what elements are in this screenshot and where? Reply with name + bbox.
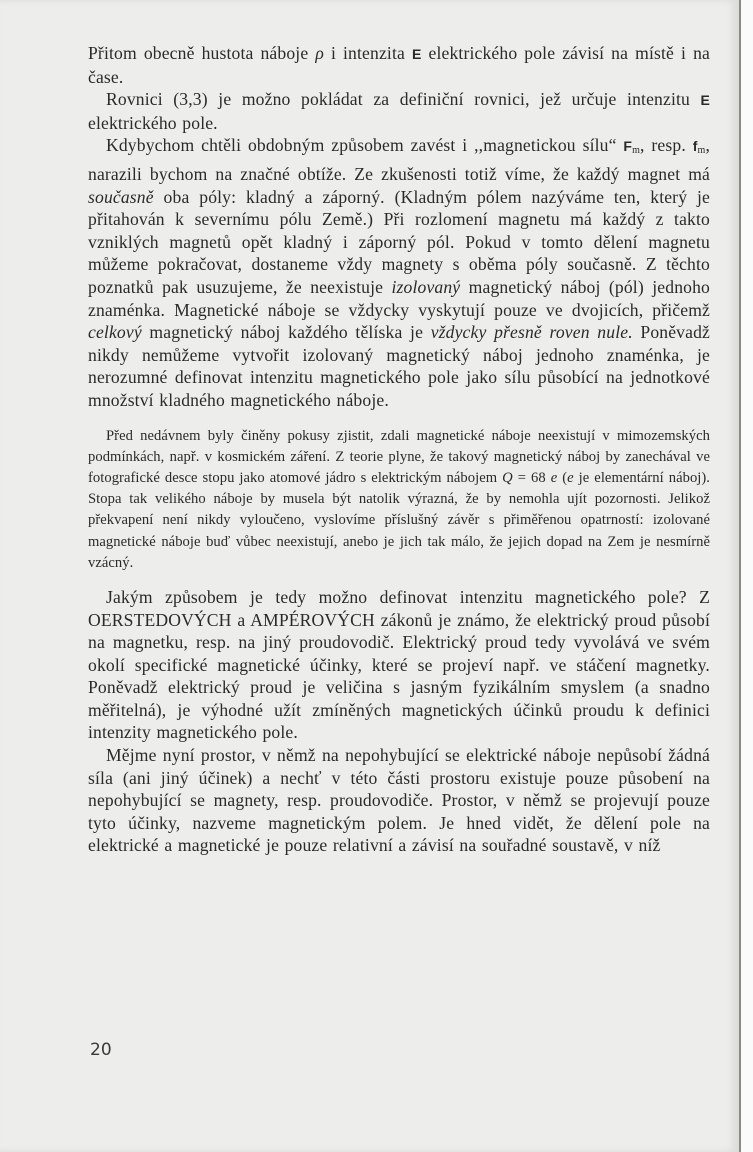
text-run: elektrického pole závisí na místě i na čase. bbox=[88, 43, 710, 87]
text-run: Před nedávnem byly činěny pokusy zjistit, zdali magnetické náboje neexistují v mimozemských podmínkách, např. v kosmickém záření. Z teorie plyne, že takový magnetický náboj by zanechával ve fotografické desce stopu jako atomové jádro s elektrickým nábojem bbox=[88, 427, 710, 486]
small-print-note bbox=[88, 426, 710, 574]
italic-text: ρ bbox=[315, 43, 324, 63]
scan-margin bbox=[741, 0, 753, 1152]
text-run: , narazili bychom na značné obtíže. Ze zkušenosti totiž víme, že každý magnet má bbox=[88, 135, 710, 184]
italic-text: e bbox=[550, 469, 558, 486]
text-run: Mějme nyní prostor, v němž na nepohybující se elektrické náboje nepůsobí žádná síla (ani jiný účinek) a nechť v této části prostoru existuje pouze působení na nepohybující se magnety, resp. proudovodiče. Prostor, v němž se projevují pouze tyto účinky, nazveme magnetickým polem. Je hned vidět, že dělení pole na elektrické a magnetické je pouze relativní a závisí na souřadné soustavě, v níž bbox=[88, 745, 710, 856]
italic-text: e bbox=[567, 469, 574, 486]
text-run: ( bbox=[557, 469, 568, 486]
text-run: = 68 bbox=[512, 469, 551, 486]
math-subscript: m bbox=[697, 145, 706, 157]
text-run: i intenzita bbox=[323, 43, 412, 63]
paragraph bbox=[88, 88, 710, 134]
italic-text: celkový bbox=[88, 322, 142, 343]
math-symbol: E bbox=[700, 92, 710, 109]
text-run: , resp. bbox=[640, 135, 693, 156]
math-symbol: F bbox=[623, 138, 633, 155]
text-run: magnetický náboj každého tělíska je bbox=[141, 322, 431, 343]
text-run: Poněvadž nikdy nemůžeme vytvořit izolovaný magnetický náboj jednoho znaménka, je nerozumné definovat intenzitu magnetického pole jako sílu působící na jednotkové množství kladného magnetického náboje. bbox=[88, 322, 710, 410]
text-run: Přitom obecně hustota náboje bbox=[88, 43, 316, 63]
text-run: elektrického pole. bbox=[88, 112, 218, 133]
paragraph bbox=[88, 586, 710, 744]
text-run: magnetický náboj (pól) jednoho znaménka. Magnetické náboje se vždycky vyskytují pouze ve dvojicích, přičemž bbox=[88, 276, 710, 320]
paragraph bbox=[88, 42, 710, 88]
math-symbol: E bbox=[411, 46, 422, 62]
paragraph bbox=[88, 744, 710, 857]
text-run: oba póly: kladný a záporný. (Kladným pólem nazýváme ten, který je přitahován k severnímu pólu Země.) Při rozlomení magnetu má každý z takto vzniklých magnetů opět kladný i záporný pól. Pokud v tomto dělení magnetu můžeme pokračovat, dostaneme vždy magnety s oběma póly současně. Z těchto poznatků pak usuzujeme, že neexistuje bbox=[88, 186, 710, 297]
page-body-text bbox=[88, 42, 710, 857]
paragraph bbox=[88, 134, 710, 411]
italic-text: izolovaný bbox=[391, 276, 461, 297]
text-run: Jakým způsobem je tedy možno definovat intenzitu magnetického pole? Z OERSTEDOVÝCH a AMPÉROVÝCH zákonů je známo, že elektrický proud působí na magnetku, resp. na jiný proudovodič. Elektrický proud tedy vyvolává ve svém okolí specifické magnetické účinky, které se projeví např. ve stáčení magnetky. Poněvadž elektrický proud je veličina s jasným fyzikálním smyslem (a snadno měřitelná), je výhodné užít zmíněných magnetických účinků proudu k definici intenzity magnetického pole. bbox=[88, 586, 710, 743]
italic-text: vždycky přesně roven nule. bbox=[430, 322, 633, 343]
italic-text: Q bbox=[502, 469, 513, 486]
text-run: je elementární náboj). Stopa tak velikého náboje by musela být natolik výrazná, že by nemohla ujít pozornosti. Jelikož překvapení není nikdy vyloučeno, vyslovíme příslušný závěr s přiměřenou opatrností: izolované magnetické náboje buď vůbec neexistují, anebo je jich tak málo, že jejich dopad na Zem je nesmírně vzácný. bbox=[88, 469, 710, 571]
math-subscript: m bbox=[632, 145, 641, 157]
italic-text: současně bbox=[88, 186, 154, 207]
page-number: 20 bbox=[90, 1040, 112, 1060]
text-run: Rovnici (3,3) je možno pokládat za definiční rovnici, jež určuje intenzitu bbox=[106, 89, 701, 110]
math-symbol: f bbox=[692, 138, 698, 155]
text-run: Kdybychom chtěli obdobným způsobem zavést i ,,magnetickou sílu“ bbox=[106, 135, 624, 156]
note-paragraph bbox=[88, 426, 710, 574]
